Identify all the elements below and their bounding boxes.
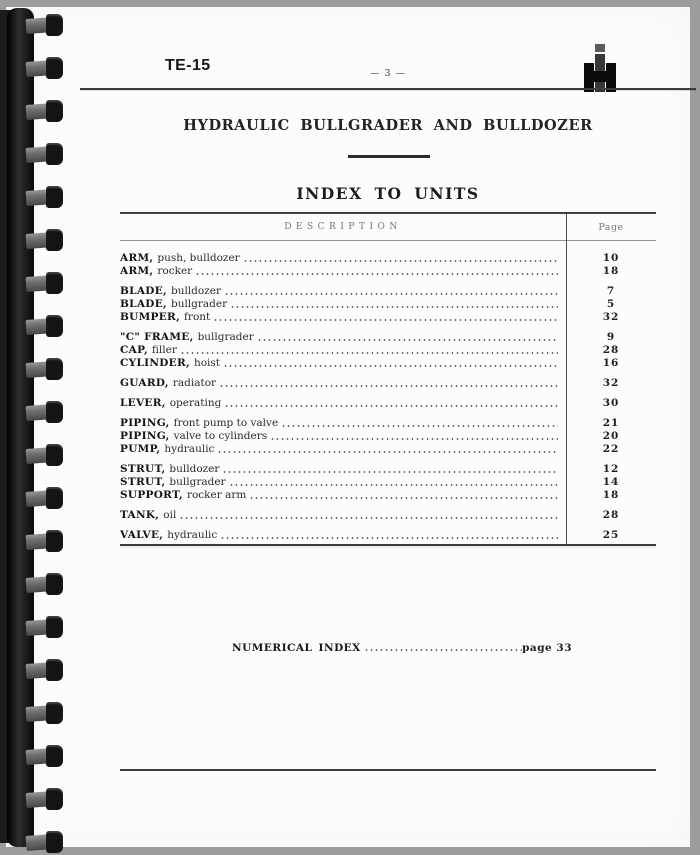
dot-leader (229, 476, 558, 489)
description-cell (120, 430, 566, 443)
binding-tooth-clip (46, 143, 63, 165)
binding-tooth-clip (46, 702, 63, 724)
description-cell (120, 311, 566, 324)
binding-tooth (26, 784, 66, 820)
row-term: SUPPORT, (120, 489, 183, 501)
description-cell (120, 443, 566, 456)
description-cell (120, 417, 566, 430)
row-term: PIPING, (120, 430, 170, 442)
binding-tooth (26, 397, 66, 433)
row-term: PUMP, (120, 443, 161, 455)
row-page-number: 14 (602, 476, 620, 488)
index-group (120, 252, 656, 278)
row-description: front (184, 311, 211, 323)
row-page-number: 22 (602, 443, 620, 455)
index-group (120, 397, 656, 410)
binding-tooth-clip (46, 530, 63, 552)
binding-tooth-clip (46, 186, 63, 208)
index-row (120, 357, 656, 370)
row-page-number: 28 (602, 509, 620, 521)
row-term: PIPING, (120, 417, 170, 429)
index-row (120, 417, 656, 430)
binding-tooth (26, 311, 66, 347)
index-row (120, 489, 656, 502)
binding-tooth (26, 10, 66, 46)
row-term: LEVER, (120, 397, 166, 409)
row-page-number: 10 (602, 252, 620, 264)
binding-tooth-clip (46, 57, 63, 79)
row-page-number: 18 (602, 489, 620, 501)
binding-tooth-clip (46, 788, 63, 810)
binding-tooth (26, 612, 66, 648)
binding-tooth (26, 139, 66, 175)
dot-leader (364, 641, 522, 655)
index-group (120, 463, 656, 502)
binding-tooth-clip (46, 745, 63, 767)
row-page-number: 18 (602, 265, 620, 277)
index-row (120, 443, 656, 456)
description-cell (120, 344, 566, 357)
row-description: hydraulic (167, 529, 218, 541)
row-page-number: 7 (606, 285, 616, 297)
description-cell (120, 463, 566, 476)
row-page-number: 12 (602, 463, 620, 475)
row-term: ARM, (120, 252, 154, 264)
binding-tooth-clip (46, 14, 63, 36)
index-row (120, 430, 656, 443)
description-cell (120, 285, 566, 298)
binding-tooth (26, 182, 66, 218)
row-term: ARM, (120, 265, 154, 277)
binding-tooth-clip (46, 229, 63, 251)
binding-tooth (26, 655, 66, 691)
footer-rule (120, 769, 656, 771)
index-table-body (120, 241, 656, 544)
row-description: bullgrader (170, 298, 228, 310)
row-description: bulldozer (169, 463, 220, 475)
row-term: BLADE, (120, 285, 167, 297)
row-description: push, bulldozer (157, 252, 240, 264)
index-group (120, 377, 656, 390)
row-description: bulldozer (170, 285, 221, 297)
header-rule (80, 88, 696, 90)
binding-tooth (26, 53, 66, 89)
page-column-header: Page (598, 221, 624, 233)
row-page-number: 32 (602, 377, 620, 389)
binding-tooth-clip (46, 831, 63, 853)
description-cell (120, 489, 566, 502)
description-cell (120, 357, 566, 370)
dot-leader (243, 252, 558, 265)
dot-leader (230, 298, 558, 311)
binding-tooth (26, 569, 66, 605)
binding-tooth (26, 698, 66, 734)
index-row (120, 463, 656, 476)
index-row (120, 397, 656, 410)
row-page-number: 21 (602, 417, 620, 429)
page-number: — 3 — (369, 68, 407, 79)
row-page-number: 20 (602, 430, 620, 442)
row-page-number: 32 (602, 311, 620, 323)
dot-leader (222, 463, 558, 476)
row-description: radiator (172, 377, 217, 389)
binding-tooth (26, 526, 66, 562)
binding-tooth (26, 741, 66, 777)
row-description: front pump to valve (173, 417, 279, 429)
description-cell (120, 265, 566, 278)
row-description: oil (163, 509, 177, 521)
numerical-index-label: NUMERICAL INDEX (232, 642, 361, 654)
description-column-header: DESCRIPTION (284, 222, 402, 232)
dot-leader (180, 344, 558, 357)
dot-leader (213, 311, 558, 324)
dot-leader (179, 509, 558, 522)
numerical-index-page: page 33 (522, 642, 572, 654)
description-cell (120, 331, 566, 344)
binding-tooth-clip (46, 573, 63, 595)
index-group (120, 529, 656, 542)
dot-leader (223, 357, 558, 370)
index-title: INDEX TO UNITS (296, 184, 480, 203)
description-cell (120, 377, 566, 390)
binding-tooth-clip (46, 358, 63, 380)
row-term: BLADE, (120, 298, 167, 310)
row-term: VALVE, (120, 529, 164, 541)
row-page-number: 25 (602, 529, 620, 541)
dot-leader (224, 397, 558, 410)
numerical-index-row (232, 641, 572, 655)
index-group (120, 285, 656, 324)
binding-tooth (26, 440, 66, 476)
dot-leader (217, 443, 558, 456)
row-page-number: 9 (606, 331, 616, 343)
row-page-number: 5 (606, 298, 616, 310)
page-title: HYDRAULIC BULLGRADER AND BULLDOZER (183, 117, 593, 134)
row-page-number: 16 (602, 357, 620, 369)
description-cell (120, 509, 566, 522)
index-row (120, 265, 656, 278)
title-divider-rule (348, 155, 430, 158)
row-term: GUARD, (120, 377, 169, 389)
description-cell (120, 476, 566, 489)
page-content (120, 7, 656, 847)
row-term: BUMPER, (120, 311, 181, 323)
row-description: hoist (193, 357, 220, 369)
index-row (120, 509, 656, 522)
index-group (120, 417, 656, 456)
binding-tooth-clip (46, 659, 63, 681)
row-description: valve to cylinders (173, 430, 268, 442)
binding-tooth-clip (46, 616, 63, 638)
row-description: filler (151, 344, 177, 356)
index-group (120, 331, 656, 370)
index-group (120, 509, 656, 522)
description-cell (120, 252, 566, 265)
row-description: operating (169, 397, 222, 409)
binding-tooth-clip (46, 315, 63, 337)
row-description: bullgrader (197, 331, 254, 343)
row-term: "C" FRAME, (120, 331, 194, 343)
dot-leader (249, 489, 558, 502)
row-term: TANK, (120, 509, 160, 521)
dot-leader (224, 285, 558, 298)
binding-tooth (26, 268, 66, 304)
comb-binding (0, 0, 70, 855)
binding-tooth (26, 225, 66, 261)
row-page-number: 28 (602, 344, 620, 356)
binding-tooth-clip (46, 100, 63, 122)
row-description: rocker (157, 265, 193, 277)
dot-leader (281, 417, 558, 430)
index-row (120, 344, 656, 357)
dot-leader (220, 529, 558, 542)
table-header-row (120, 214, 656, 241)
index-row (120, 529, 656, 542)
binding-tooth-clip (46, 444, 63, 466)
ih-logo-dot (595, 44, 605, 52)
binding-tooth-clip (46, 272, 63, 294)
binding-tooth (26, 354, 66, 390)
dot-leader (270, 430, 558, 443)
index-row (120, 377, 656, 390)
index-row (120, 311, 656, 324)
dot-leader (257, 331, 558, 344)
row-description: bullgrader (169, 476, 226, 488)
binding-tooth-clip (46, 487, 63, 509)
row-term: CYLINDER, (120, 357, 190, 369)
index-row (120, 252, 656, 265)
row-page-number: 30 (602, 397, 620, 409)
row-term: STRUT, (120, 463, 166, 475)
description-cell (120, 397, 566, 410)
index-row (120, 285, 656, 298)
dot-leader (219, 377, 558, 390)
dot-leader (195, 265, 558, 278)
binding-tooth (26, 96, 66, 132)
description-cell (120, 298, 566, 311)
ih-logo-crossbar (584, 71, 616, 82)
index-row (120, 476, 656, 489)
index-table (120, 212, 656, 546)
manual-page (6, 7, 690, 847)
row-description: hydraulic (164, 443, 215, 455)
binding-tooth-clip (46, 401, 63, 423)
index-row (120, 298, 656, 311)
description-cell (120, 529, 566, 542)
binding-tooth (26, 483, 66, 519)
row-term: STRUT, (120, 476, 166, 488)
doc-code: TE-15 (165, 57, 211, 74)
column-divider-rule (566, 214, 567, 544)
index-row (120, 331, 656, 344)
row-term: CAP, (120, 344, 148, 356)
binding-tooth (26, 827, 66, 855)
row-description: rocker arm (186, 489, 247, 501)
international-harvester-logo-icon (584, 44, 616, 92)
